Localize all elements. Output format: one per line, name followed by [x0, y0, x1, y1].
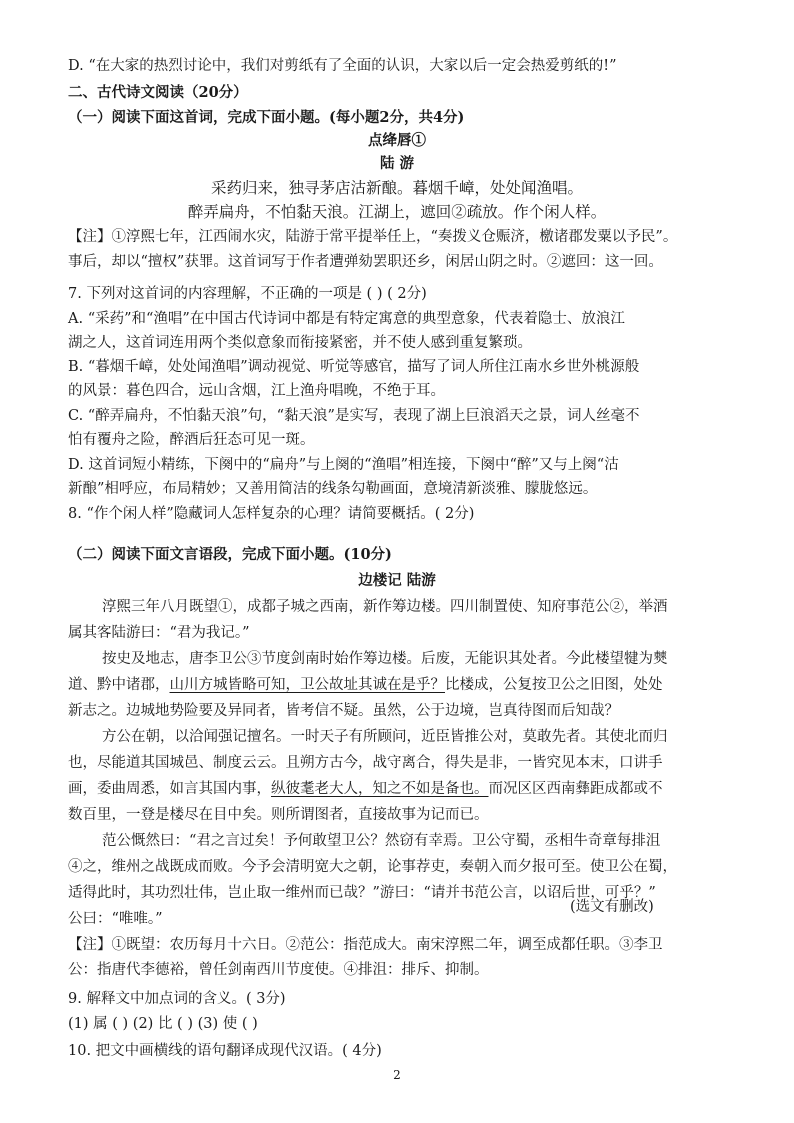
question-10: 10. 把文中画横线的语句翻译成现代汉语。( 4分) — [68, 1043, 382, 1059]
essay-line: 数百里，一登是楼尽在目中矣。则所谓图者，直接故事为记而已。 — [68, 807, 489, 823]
essay-text: 画，委曲周悉，如言其国内事， — [68, 781, 271, 797]
poem-line: 采药归来，独寻茅店沽新酿。暮烟千嶂，处处闻渔唱。 — [210, 179, 583, 197]
note-line: 事后，却以“擅权”获罪。这首词写于作者遭弹劾罢职还乡，闲居山阴之时。②遮回：这一回。 — [68, 254, 663, 270]
subsection-heading-2: （二）阅读下面文言语段，完成下面小题。(10分) — [68, 546, 392, 563]
question-9: 9. 解释文中加点词的含义。( 3分) — [68, 991, 286, 1007]
essay-line — [68, 675, 728, 695]
underlined-sentence: 纵彼耄老大人，知之不如是备也。 — [271, 781, 489, 797]
poem-author: 陆 游 — [379, 155, 415, 172]
note-line: 公：指唐代李德裕，曾任剑南西川节度使。④排沮：排斥、抑制。 — [68, 962, 489, 978]
essay-text: 道、黔中诸郡， — [68, 677, 170, 693]
question-9-blanks: (1) 属 ( ) (2) 比 ( ) (3) 使 ( ) — [68, 1016, 258, 1032]
essay-line: 方公在朝，以洽闻强记擅名。一时天子有所顾问，近臣皆推公对，莫敢先者。其使北而归 — [102, 729, 668, 745]
essay-line: 属其客陆游曰：“君为我记。” — [68, 625, 250, 641]
note-line: 【注】①淳熙七年，江西闹水灾，陆游于常平提举任上，“奏拨义仓赈济，檄诸郡发粟以予民”。 — [68, 229, 678, 245]
essay-line: 新志之。边城地势险要及异同者，皆考信不疑。虽然，公于边境，岂真待图而后知哉？ — [68, 703, 619, 719]
essay-text: 而况区区西南彝距成都或不 — [488, 781, 663, 797]
option-d-line: D. “在大家的热烈讨论中，我们对剪纸有了全面的认识，大家以后一定会热爱剪纸的!” — [68, 58, 617, 74]
underlined-sentence: 山川方城皆略可知，卫公故址其诚在是乎？ — [169, 677, 445, 693]
source-note: (选文有删改) — [570, 899, 654, 915]
option-b-cont: 的风景：暮色四合，远山含烟，江上渔舟唱晚，不绝于耳。 — [68, 383, 445, 399]
option-d-cont: 新酿”相呼应，布局精妙；又善用简洁的线条勾勒画面，意境清新淡雅、朦胧悠远。 — [68, 481, 598, 497]
section-heading: 二、古代诗文阅读（20分） — [68, 84, 248, 101]
option-c-cont: 怕有覆舟之险，醉酒后狂态可见一斑。 — [68, 432, 315, 448]
subsection-heading: （一）阅读下面这首词，完成下面小题。(每小题2分，共4分) — [68, 109, 465, 126]
poem-title: 点绛唇① — [368, 132, 426, 149]
essay-title: 边楼记 陆游 — [358, 572, 436, 589]
essay-line — [68, 779, 728, 799]
option-a-cont: 湖之人，这首词连用两个类似意象而衔接紧密，并不使人感到重复繁琐。 — [68, 335, 532, 351]
essay-line: 按史及地志，唐李卫公③节度剑南时始作筹边楼。后废，无能识其处者。今此楼望犍为僰 — [102, 651, 668, 667]
option-d: D. 这首词短小精练，下阕中的“扁舟”与上阕的“渔唱”相连接，下阕中“醉”又与上阕“沽 — [68, 457, 619, 473]
essay-line: 淳熙三年八月既望①，成都子城之西南，新作筹边楼。四川制置使、知府事范公②，举酒 — [102, 599, 668, 615]
page-number: 2 — [393, 1068, 401, 1082]
option-c: C. “醉弄扁舟，不怕黏天浪”句，“黏天浪”是实写，表现了湖上巨浪滔天之景，词人丝毫不 — [68, 408, 640, 424]
essay-line: 公曰：“唯唯。” — [68, 911, 163, 927]
question-7: 7. 下列对这首词的内容理解，不正确的一项是 ( ) ( 2分) — [68, 286, 427, 302]
poem-line: 醉弄扁舟，不怕黏天浪。江湖上，遮回②疏放。作个闲人样。 — [187, 203, 607, 221]
note-line: 【注】①既望：农历每月十六日。②范公：指范成大。南宋淳熙二年，调至成都任职。③李卫 — [68, 937, 663, 953]
essay-line: 范公慨然曰：“君之言过矣！予何敢望卫公？然窃有幸焉。卫公守蜀，丞相牛奇章每排沮 — [102, 833, 661, 849]
essay-text: 比楼成，公复按卫公之旧图，处处 — [445, 677, 663, 693]
essay-line: 适得此时，其功烈壮伟，岂止取一维州而已哉？”游曰：“请并书范公言，以诏后世，可乎？” — [68, 885, 656, 901]
question-8: 8. “作个闲人样”隐藏词人怎样复杂的心理？请简要概括。( 2分) — [68, 506, 475, 522]
essay-line: 也，尽能道其国城邑、制度云云。且朔方古今，战守离合，得失是非，一皆究见本末，口讲手 — [68, 755, 663, 771]
option-b: B. “暮烟千嶂，处处闻渔唱”调动视觉、听觉等感官，描写了词人所住江南水乡世外桃源般 — [68, 359, 640, 375]
essay-line: ④之，维州之战既成而败。今予会清明宽大之朝，论事荐吏，奏朝入而夕报可至。使卫公在蜀， — [68, 859, 677, 875]
option-a: A. “采药”和“渔唱”在中国古代诗词中都是有特定寓意的典型意象，代表着隐士、放浪江 — [68, 311, 625, 327]
